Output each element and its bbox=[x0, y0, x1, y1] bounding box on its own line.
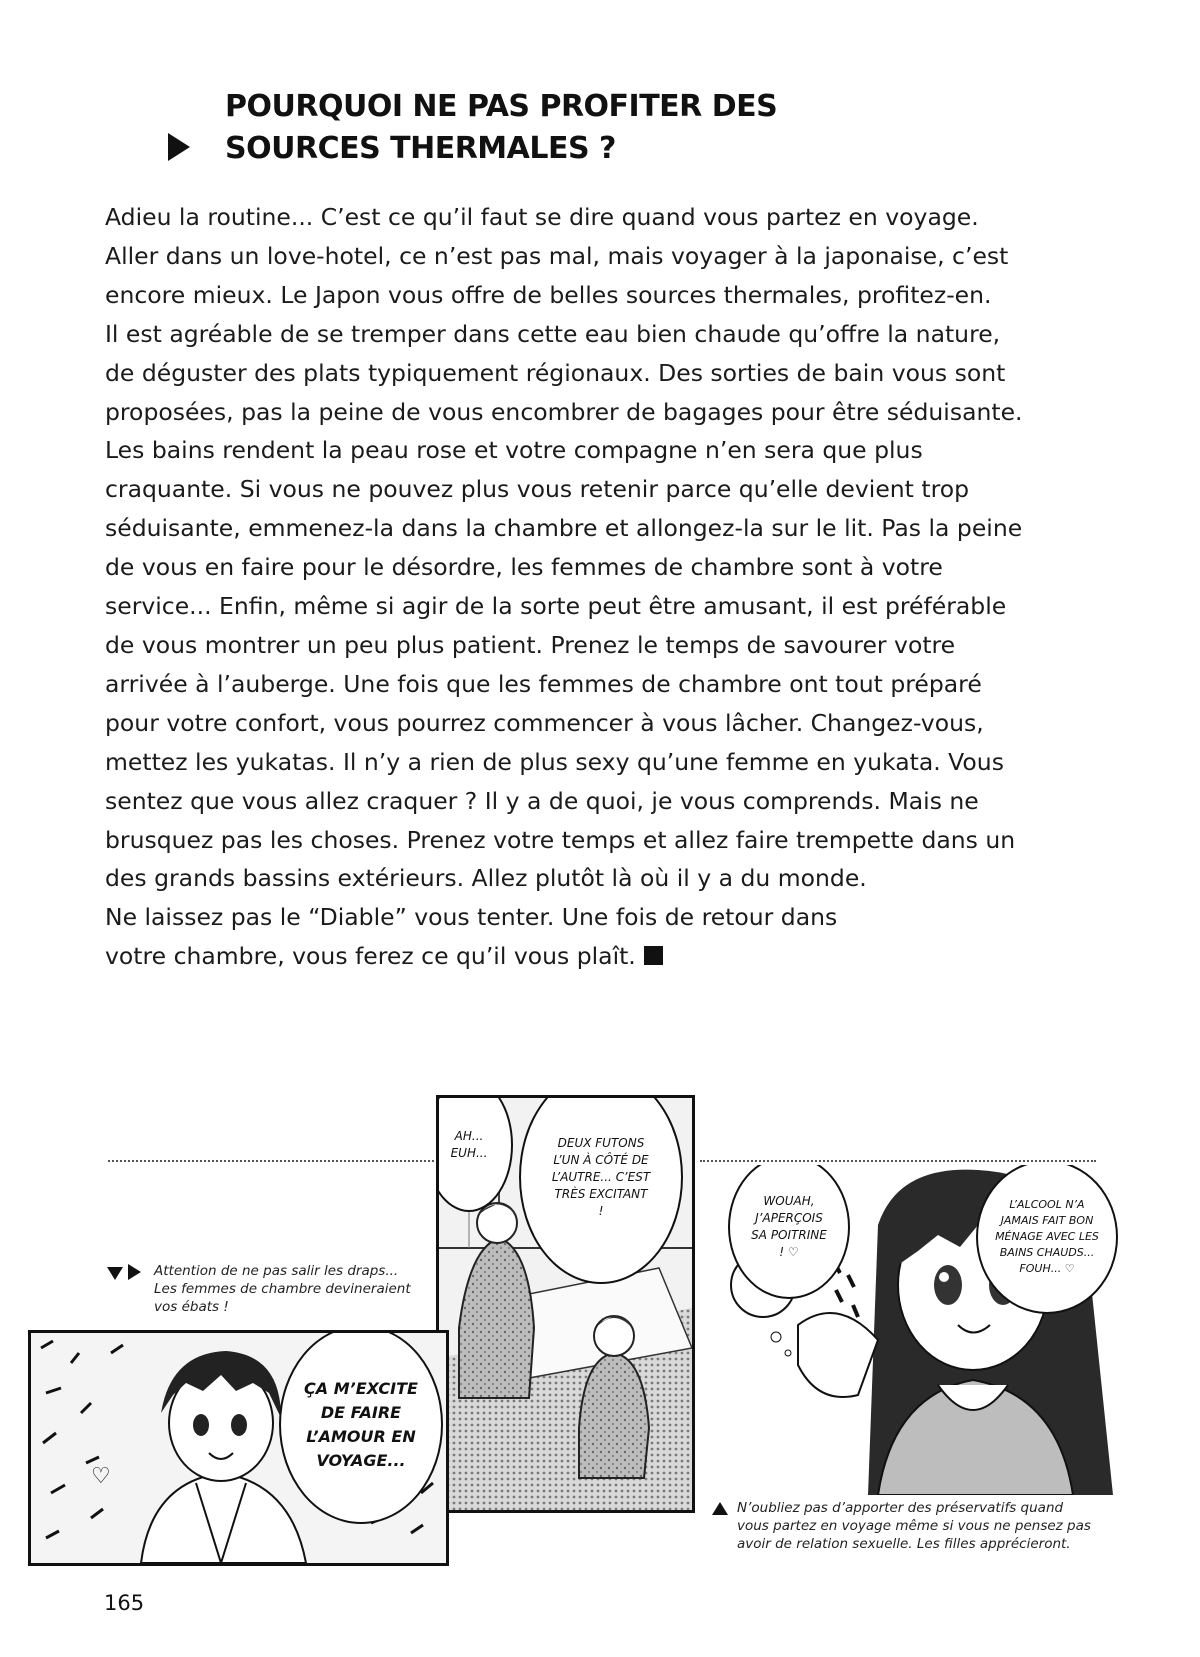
caption-left-line: Les femmes de chambre devineraient bbox=[154, 1281, 411, 1297]
body-line: de déguster des plats typiquement régionaux. Des sorties de bain vous sont bbox=[105, 358, 1006, 387]
bubble-line: L’AUTRE... C’EST bbox=[551, 1169, 651, 1184]
body-line: encore mieux. Le Japon vous offre de belles sources thermales, profitez-en. bbox=[105, 280, 992, 309]
bubble-line: FOUH... ♡ bbox=[1019, 1262, 1075, 1275]
body-line: service... Enfin, même si agir de la sorte peut être amusant, il est préférable bbox=[105, 592, 1007, 621]
body-line: sentez que vous allez craquer ? Il y a de quoi, je vous comprends. Mais ne bbox=[105, 786, 979, 815]
bubble-line: SA POITRINE bbox=[751, 1228, 827, 1242]
body-line: arrivée à l’auberge. Une fois que les femmes de chambre ont tout préparé bbox=[105, 669, 982, 698]
dotted-rule-left bbox=[108, 1160, 438, 1162]
body-line: des grands bassins extérieurs. Allez plutôt là où il y a du monde. bbox=[105, 864, 867, 893]
caption-right-line: N’oubliez pas d’apporter des préservatifs quand bbox=[737, 1500, 1064, 1516]
body-line-last bbox=[105, 937, 1105, 976]
bubble-line: DEUX FUTONS bbox=[557, 1135, 645, 1150]
manga-panel-boy bbox=[28, 1330, 449, 1566]
bubble-line: VOYAGE... bbox=[316, 1450, 406, 1470]
body-line: Aller dans un love-hotel, ce n’est pas mal, mais voyager à la japonaise, c’est bbox=[105, 241, 1009, 270]
manga-panel-room bbox=[436, 1095, 695, 1513]
bubble-line: J’APERÇOIS bbox=[755, 1211, 823, 1225]
caption-right-line: avoir de relation sexuelle. Les filles apprécieront. bbox=[737, 1536, 1071, 1552]
bubble-line: L’AMOUR EN bbox=[306, 1426, 416, 1446]
caption-right-line: vous partez en voyage même si vous ne pensez pas bbox=[737, 1518, 1091, 1534]
bubble-line: ! bbox=[598, 1203, 604, 1218]
body-line: mettez les yukatas. Il n’y a rien de plus sexy qu’une femme en yukata. Vous bbox=[105, 747, 1004, 776]
body-line: Ne laissez pas le “Diable” vous tenter. Une fois de retour dans bbox=[105, 903, 838, 932]
caption-up-arrow-icon bbox=[712, 1502, 728, 1515]
bubble-line: L’UN À CÔTÉ DE bbox=[553, 1152, 649, 1167]
body-line: Les bains rendent la peau rose et votre compagne n’en sera que plus bbox=[105, 436, 923, 465]
body-line: brusquez pas les choses. Prenez votre temps et allez faire trempette dans un bbox=[105, 825, 1016, 854]
body-line: de vous en faire pour le désordre, les femmes de chambre sont à votre bbox=[105, 553, 943, 582]
bubble-line: ÇA M’EXCITE bbox=[304, 1378, 418, 1398]
page-number: 165 bbox=[104, 1591, 145, 1615]
caption-left bbox=[154, 1262, 411, 1316]
bubble-line: DE FAIRE bbox=[320, 1402, 402, 1422]
body-line: de vous montrer un peu plus patient. Prenez le temps de savourer votre bbox=[105, 630, 956, 659]
speech-bubble-ca-m-excite bbox=[279, 1330, 443, 1524]
dotted-rule-right bbox=[700, 1160, 1096, 1162]
body-line: séduisante, emmenez-la dans la chambre et allongez-la sur le lit. Pas la peine bbox=[105, 514, 1023, 543]
body-line: craquante. Si vous ne pouvez plus vous retenir parce qu’elle devient trop bbox=[105, 475, 970, 504]
bubble-line: WOUAH, bbox=[763, 1194, 815, 1208]
caption-left-line: Attention de ne pas salir les draps... bbox=[154, 1263, 399, 1279]
caption-right bbox=[737, 1499, 1091, 1553]
bubble-line: ! ♡ bbox=[779, 1245, 799, 1259]
body-line: pour votre confort, vous pourrez commencer à vous lâcher. Changez-vous, bbox=[105, 708, 984, 737]
title-arrow-icon bbox=[168, 133, 190, 161]
title-line-2: SOURCES THERMALES ? bbox=[225, 131, 616, 166]
caption-down-arrow-icon bbox=[107, 1267, 123, 1280]
bubble-line: MÉNAGE AVEC LES bbox=[995, 1230, 1099, 1243]
title-line-1: POURQUOI NE PAS PROFITER DES bbox=[225, 89, 778, 124]
section-title bbox=[225, 86, 985, 170]
caption-left-line: vos ébats ! bbox=[154, 1299, 229, 1315]
caption-right-arrow-icon bbox=[128, 1264, 141, 1280]
speech-bubble-alcool bbox=[976, 1165, 1118, 1314]
body-line: Il est agréable de se tremper dans cette eau bien chaude qu’offre la nature, bbox=[105, 319, 1001, 348]
body-line: proposées, pas la peine de vous encombrer de bagages pour être séduisante. bbox=[105, 397, 1023, 426]
body-last-text: votre chambre, vous ferez ce qu’il vous plaît. bbox=[105, 942, 636, 971]
body-line: Adieu la routine... C’est ce qu’il faut se dire quand vous partez en voyage. bbox=[105, 203, 979, 231]
bubble-line: BAINS CHAUDS... bbox=[999, 1246, 1095, 1259]
bubble-line: TRÈS EXCITANT bbox=[554, 1186, 648, 1201]
bubble-line: L’ALCOOL N’A bbox=[1009, 1198, 1085, 1211]
article-body bbox=[105, 198, 1105, 976]
bubble-line: EUH... bbox=[450, 1146, 488, 1160]
bubble-line: AH... bbox=[454, 1129, 484, 1143]
manga-illustration-girl bbox=[728, 1165, 1118, 1495]
end-mark-icon bbox=[644, 946, 663, 965]
svg-text:♡: ♡ bbox=[91, 1464, 111, 1489]
bubble-line: JAMAIS FAIT BON bbox=[1000, 1214, 1094, 1227]
